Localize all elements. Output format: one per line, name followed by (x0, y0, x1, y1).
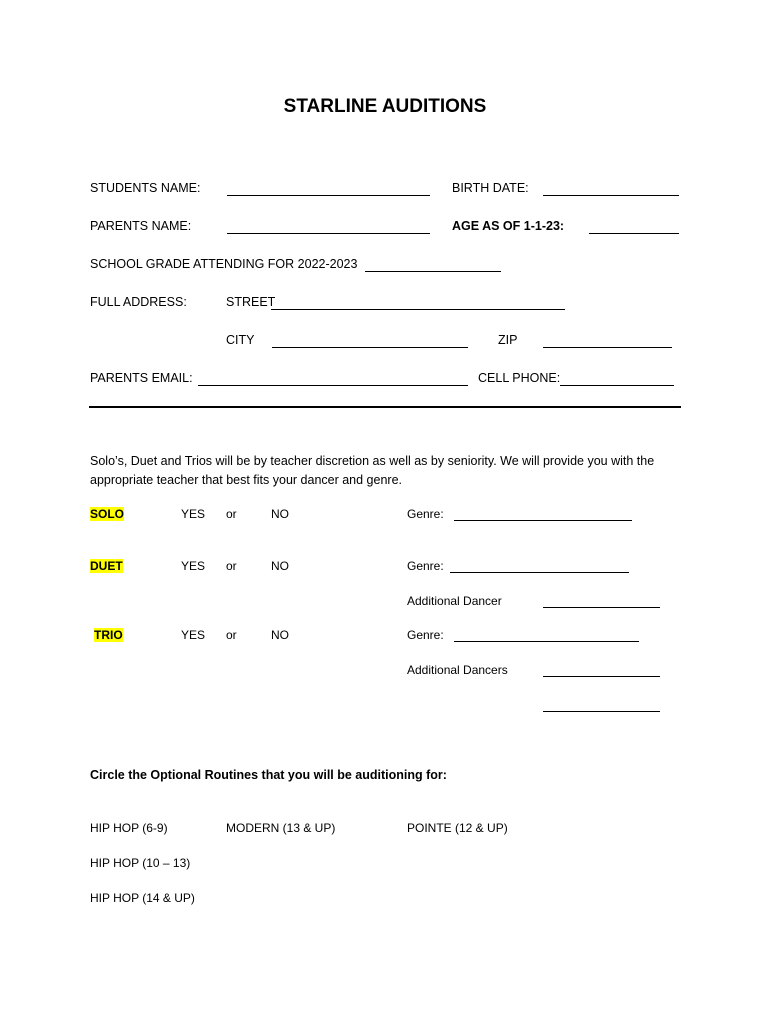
trio-or: or (226, 628, 237, 642)
duet-genre-label: Genre: (407, 559, 444, 573)
routine-modern[interactable]: MODERN (13 & UP) (226, 821, 336, 835)
street-label: STREET (226, 295, 276, 309)
page-title: STARLINE AUDITIONS (283, 96, 487, 117)
school-grade-label: SCHOOL GRADE ATTENDING FOR 2022-2023 (90, 257, 358, 271)
city-field[interactable] (272, 347, 468, 348)
duet-genre-field[interactable] (450, 572, 629, 573)
street-field[interactable] (271, 309, 565, 310)
zip-field[interactable] (543, 347, 672, 348)
routine-pointe[interactable]: POINTE (12 & UP) (407, 821, 508, 835)
age-field[interactable] (589, 233, 679, 234)
birth-date-field[interactable] (543, 195, 679, 196)
zip-label: ZIP (498, 333, 518, 347)
trio-additional-dancer-field-1[interactable] (543, 676, 660, 677)
birth-date-label: BIRTH DATE: (452, 181, 529, 195)
solo-or: or (226, 507, 237, 521)
routine-hiphop-6-9[interactable]: HIP HOP (6-9) (90, 821, 168, 835)
age-label: AGE AS OF 1-1-23: (452, 219, 565, 233)
solo-yes[interactable]: YES (181, 507, 206, 521)
duet-additional-dancer-field[interactable] (543, 607, 660, 608)
parents-name-label: PARENTS NAME: (90, 219, 192, 233)
trio-additional-dancer-field-2[interactable] (543, 711, 660, 712)
solo-label: SOLO (90, 507, 125, 521)
duet-yes[interactable]: YES (181, 559, 206, 573)
trio-label: TRIO (94, 628, 123, 642)
parents-email-label: PARENTS EMAIL: (90, 371, 193, 385)
solo-no[interactable]: NO (271, 507, 289, 521)
duet-no[interactable]: NO (271, 559, 289, 573)
trio-genre-field[interactable] (454, 641, 639, 642)
duet-or: or (226, 559, 237, 573)
parents-email-field[interactable] (198, 385, 468, 386)
school-grade-field[interactable] (365, 271, 501, 272)
parents-name-field[interactable] (227, 233, 430, 234)
full-address-label: FULL ADDRESS: (90, 295, 187, 309)
routine-hiphop-14-up[interactable]: HIP HOP (14 & UP) (90, 891, 195, 905)
section-divider (89, 406, 681, 408)
cell-phone-field[interactable] (560, 385, 674, 386)
duet-additional-dancer-label: Additional Dancer (407, 594, 502, 608)
students-name-field[interactable] (227, 195, 430, 196)
students-name-label: STUDENTS NAME: (90, 181, 201, 195)
routine-hiphop-10-13[interactable]: HIP HOP (10 – 13) (90, 856, 191, 870)
instructions-paragraph: Solo’s, Duet and Trios will be by teacher discretion as well as by seniority. We will provide you with the appropriate teacher that best fits your dancer and genre. (90, 454, 655, 487)
city-label: CITY (226, 333, 255, 347)
trio-genre-label: Genre: (407, 628, 444, 642)
routines-heading: Circle the Optional Routines that you will be auditioning for: (90, 768, 447, 782)
solo-genre-field[interactable] (454, 520, 632, 521)
solo-genre-label: Genre: (407, 507, 444, 521)
trio-additional-dancers-label: Additional Dancers (407, 663, 508, 677)
duet-label: DUET (90, 559, 123, 573)
trio-no[interactable]: NO (271, 628, 289, 642)
trio-yes[interactable]: YES (181, 628, 206, 642)
cell-phone-label: CELL PHONE: (478, 371, 561, 385)
